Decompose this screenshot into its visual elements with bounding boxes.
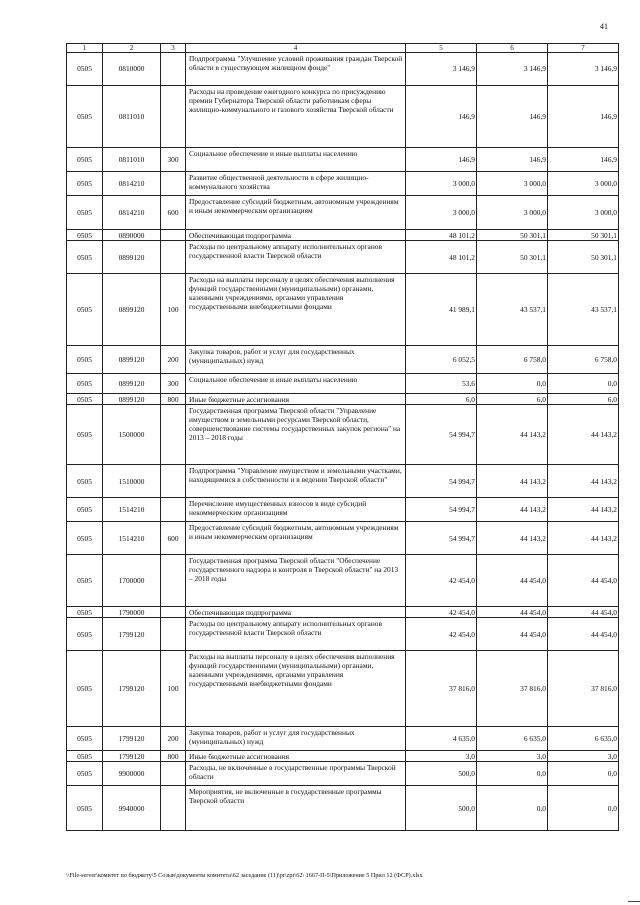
expense-type-cell: 200 (161, 346, 186, 374)
amount-col6-cell: 44 454,0 (477, 555, 548, 607)
expense-type-cell (161, 465, 186, 498)
expense-type-cell (161, 172, 186, 196)
section-code-cell: 0505 (67, 607, 103, 618)
item-name-cell: Расходы, не включенные в государственные программы Тверской области (186, 762, 406, 786)
section-code-cell: 0505 (67, 651, 103, 727)
expense-type-cell (161, 86, 186, 148)
amount-col5-cell: 146,9 (406, 86, 477, 148)
expense-type-cell (161, 762, 186, 786)
header-cell: 2 (103, 44, 161, 53)
expense-type-cell: 800 (161, 394, 186, 405)
table-row (67, 522, 619, 555)
amount-col7-cell: 146,9 (548, 86, 619, 148)
amount-col5-cell: 54 994,7 (406, 405, 477, 465)
target-article-cell: 1790000 (103, 607, 161, 618)
item-name-cell: Расходы на выплаты персоналу в целях обеспечения выполнения функций государственными (муниципальными) органами, казенными учреждениями, органами управления государственными внебюджетными фондами (186, 651, 406, 727)
target-article-cell: 0810000 (103, 53, 161, 86)
amount-col6-cell: 3 000,0 (477, 196, 548, 230)
amount-col6-cell: 3,0 (477, 751, 548, 762)
table-row (67, 86, 619, 148)
table-row (67, 196, 619, 230)
amount-col6-cell: 0,0 (477, 374, 548, 394)
amount-col6-cell: 50 301,1 (477, 230, 548, 241)
section-code-cell: 0505 (67, 762, 103, 786)
amount-col5-cell: 42 454,0 (406, 618, 477, 651)
item-name-cell: Предоставление субсидий бюджетным, автономным учреждениям и иным некоммерческим организациям (186, 196, 406, 230)
target-article-cell: 0899120 (103, 374, 161, 394)
amount-col6-cell: 44 454,0 (477, 618, 548, 651)
target-article-cell: 0899120 (103, 346, 161, 374)
table-row (67, 751, 619, 762)
item-name-cell: Обеспечивающая подпрограмма (186, 230, 406, 241)
table-row (67, 394, 619, 405)
amount-col7-cell: 3 146,9 (548, 53, 619, 86)
table-row (67, 274, 619, 346)
amount-col7-cell: 146,9 (548, 148, 619, 172)
target-article-cell: 1799120 (103, 727, 161, 751)
expense-type-cell (161, 607, 186, 618)
table-row (67, 405, 619, 465)
amount-col6-cell: 146,9 (477, 148, 548, 172)
item-name-cell: Расходы на выплаты персоналу в целях обеспечения выполнения функций государственными (муниципальными) органами, казенными учреждениями, органами управления государственными внебюджетными фондами (186, 274, 406, 346)
target-article-cell: 9900000 (103, 762, 161, 786)
item-name-cell: Расходы на проведение ежегодного конкурса по присуждению премии Губернатора Тверской области работникам сферы жилищно-коммунального и газового хозяйства Тверской области (186, 86, 406, 148)
amount-col7-cell: 44 143,2 (548, 498, 619, 522)
header-cell: 1 (67, 44, 103, 53)
target-article-cell: 1799120 (103, 651, 161, 727)
section-code-cell: 0505 (67, 465, 103, 498)
amount-col5-cell: 500,0 (406, 762, 477, 786)
item-name-cell: Иные бюджетные ассигнования (186, 394, 406, 405)
section-code-cell: 0505 (67, 618, 103, 651)
item-name-cell: Расходы по центральному аппарату исполнительных органов государственной власти Тверской области (186, 618, 406, 651)
amount-col5-cell: 4 635,0 (406, 727, 477, 751)
item-name-cell: Мероприятия, не включенные в государственные программы Тверской области (186, 786, 406, 831)
table-row (67, 172, 619, 196)
amount-col7-cell: 6 635,0 (548, 727, 619, 751)
section-code-cell: 0505 (67, 498, 103, 522)
file-path-footer: \\File-server\комитет по бюджету\5 Созыв\документы комитета\62 заседание (11)\pr\zpr\62\ 1667-П-5\Приложение 5 Прил 12 (ФСР).xlsx (66, 872, 423, 879)
target-article-cell: 1799120 (103, 751, 161, 762)
table-row (67, 762, 619, 786)
expense-type-cell: 600 (161, 196, 186, 230)
amount-col6-cell: 3 000,0 (477, 172, 548, 196)
amount-col7-cell: 44 143,2 (548, 465, 619, 498)
amount-col5-cell: 6 052,5 (406, 346, 477, 374)
amount-col5-cell: 54 994,7 (406, 498, 477, 522)
amount-col6-cell: 44 143,2 (477, 498, 548, 522)
target-article-cell: 1514210 (103, 498, 161, 522)
table-row (67, 346, 619, 374)
table-row (67, 786, 619, 831)
amount-col5-cell: 3 000,0 (406, 172, 477, 196)
item-name-cell: Развитие общественной деятельности в сфере жилищно-коммунального хозяйства (186, 172, 406, 196)
table-row (67, 555, 619, 607)
header-cell: 7 (548, 44, 619, 53)
amount-col5-cell: 42 454,0 (406, 607, 477, 618)
amount-col6-cell: 50 301,1 (477, 241, 548, 274)
table-row (67, 241, 619, 274)
target-article-cell: 0811010 (103, 86, 161, 148)
table-row (67, 148, 619, 172)
section-code-cell: 0505 (67, 346, 103, 374)
target-article-cell: 0814210 (103, 172, 161, 196)
amount-col7-cell: 37 816,0 (548, 651, 619, 727)
target-article-cell: 1799120 (103, 618, 161, 651)
expense-type-cell: 600 (161, 522, 186, 555)
expense-type-cell: 300 (161, 374, 186, 394)
header-cell: 6 (477, 44, 548, 53)
amount-col7-cell: 0,0 (548, 374, 619, 394)
amount-col6-cell: 43 537,1 (477, 274, 548, 346)
header-cell: 4 (186, 44, 406, 53)
amount-col6-cell: 44 454,0 (477, 607, 548, 618)
amount-col5-cell: 37 816,0 (406, 651, 477, 727)
item-name-cell: Закупка товаров, работ и услуг для государственных (муниципальных) нужд (186, 727, 406, 751)
scan-edge-mark (628, 901, 640, 902)
budget-table (66, 43, 619, 831)
amount-col5-cell: 53,6 (406, 374, 477, 394)
amount-col5-cell: 3 146,9 (406, 53, 477, 86)
target-article-cell: 1510000 (103, 465, 161, 498)
expense-type-cell (161, 498, 186, 522)
amount-col6-cell: 0,0 (477, 786, 548, 831)
amount-col5-cell: 54 994,7 (406, 522, 477, 555)
section-code-cell: 0505 (67, 786, 103, 831)
section-code-cell: 0505 (67, 274, 103, 346)
amount-col5-cell: 54 994,7 (406, 465, 477, 498)
table-row (67, 465, 619, 498)
amount-col7-cell: 50 301,1 (548, 230, 619, 241)
amount-col7-cell: 3,0 (548, 751, 619, 762)
item-name-cell: Перечисление имущественных взносов в виде субсидий некоммерческим организациям (186, 498, 406, 522)
item-name-cell: Закупка товаров, работ и услуг для государственных (муниципальных) нужд (186, 346, 406, 374)
section-code-cell: 0505 (67, 751, 103, 762)
header-row (67, 44, 619, 53)
amount-col5-cell: 48 101,2 (406, 230, 477, 241)
amount-col6-cell: 0,0 (477, 762, 548, 786)
amount-col6-cell: 37 816,0 (477, 651, 548, 727)
table-row (67, 651, 619, 727)
expense-type-cell (161, 405, 186, 465)
section-code-cell: 0505 (67, 727, 103, 751)
expense-type-cell (161, 230, 186, 241)
expense-type-cell: 800 (161, 751, 186, 762)
amount-col6-cell: 44 143,2 (477, 522, 548, 555)
amount-col7-cell: 3 000,0 (548, 172, 619, 196)
target-article-cell: 0899120 (103, 241, 161, 274)
section-code-cell: 0505 (67, 241, 103, 274)
expense-type-cell (161, 53, 186, 86)
section-code-cell: 0505 (67, 148, 103, 172)
table-row (67, 618, 619, 651)
table-row (67, 607, 619, 618)
table-row (67, 53, 619, 86)
expense-type-cell: 300 (161, 148, 186, 172)
target-article-cell: 1514210 (103, 522, 161, 555)
amount-col7-cell: 44 454,0 (548, 618, 619, 651)
expense-type-cell: 100 (161, 274, 186, 346)
amount-col5-cell: 42 454,0 (406, 555, 477, 607)
amount-col6-cell: 146,9 (477, 86, 548, 148)
amount-col5-cell: 6,0 (406, 394, 477, 405)
expense-type-cell: 200 (161, 727, 186, 751)
section-code-cell: 0505 (67, 53, 103, 86)
target-article-cell: 0899120 (103, 394, 161, 405)
amount-col6-cell: 6,0 (477, 394, 548, 405)
amount-col7-cell: 50 301,1 (548, 241, 619, 274)
target-article-cell: 0811010 (103, 148, 161, 172)
expense-type-cell (161, 555, 186, 607)
item-name-cell: Расходы по центральному аппарату исполнительных органов государственной власти Тверской области (186, 241, 406, 274)
item-name-cell: Подпрограмма "Управление имуществом и земельными участками, находящимися в собственности и в ведении Тверской области" (186, 465, 406, 498)
amount-col7-cell: 0,0 (548, 786, 619, 831)
item-name-cell: Государственная программа Тверской области "Обеспечение государственного надзора и контроля в Тверской области" на 2013 – 2018 годы (186, 555, 406, 607)
expense-type-cell (161, 241, 186, 274)
item-name-cell: Предоставление субсидий бюджетным, автономным учреждениям и иным некоммерческим организациям (186, 522, 406, 555)
amount-col5-cell: 41 989,1 (406, 274, 477, 346)
target-article-cell: 1700000 (103, 555, 161, 607)
amount-col7-cell: 3 000,0 (548, 196, 619, 230)
section-code-cell: 0505 (67, 172, 103, 196)
target-article-cell: 1500000 (103, 405, 161, 465)
section-code-cell: 0505 (67, 86, 103, 148)
section-code-cell: 0505 (67, 394, 103, 405)
item-name-cell: Подпрограмма "Улучшение условий проживания граждан Тверской области в существующем жилищном фонде" (186, 53, 406, 86)
amount-col5-cell: 500,0 (406, 786, 477, 831)
amount-col6-cell: 3 146,9 (477, 53, 548, 86)
section-code-cell: 0505 (67, 405, 103, 465)
section-code-cell: 0505 (67, 555, 103, 607)
amount-col7-cell: 43 537,1 (548, 274, 619, 346)
target-article-cell: 0899120 (103, 274, 161, 346)
expense-type-cell (161, 786, 186, 831)
amount-col5-cell: 3,0 (406, 751, 477, 762)
amount-col6-cell: 44 143,2 (477, 405, 548, 465)
item-name-cell: Государственная программа Тверской области "Управление имуществом и земельными ресурсами Тверской области, совершенствование системы государственных закупок региона" на 2013 – 2018 годы (186, 405, 406, 465)
table-row (67, 498, 619, 522)
header-cell: 5 (406, 44, 477, 53)
page-number: 41 (600, 22, 608, 31)
expense-type-cell: 100 (161, 651, 186, 727)
target-article-cell: 0814210 (103, 196, 161, 230)
amount-col7-cell: 44 143,2 (548, 522, 619, 555)
item-name-cell: Социальное обеспечение и иные выплаты населению (186, 374, 406, 394)
amount-col7-cell: 6,0 (548, 394, 619, 405)
item-name-cell: Обеспечивающая подпрограмма (186, 607, 406, 618)
amount-col7-cell: 6 758,0 (548, 346, 619, 374)
amount-col5-cell: 146,9 (406, 148, 477, 172)
amount-col5-cell: 3 000,0 (406, 196, 477, 230)
amount-col5-cell: 48 101,2 (406, 241, 477, 274)
amount-col7-cell: 0,0 (548, 762, 619, 786)
table-row (67, 727, 619, 751)
item-name-cell: Социальное обеспечение и иные выплаты населению (186, 148, 406, 172)
section-code-cell: 0505 (67, 522, 103, 555)
table-row (67, 230, 619, 241)
amount-col7-cell: 44 454,0 (548, 555, 619, 607)
amount-col7-cell: 44 143,2 (548, 405, 619, 465)
expense-type-cell (161, 618, 186, 651)
header-cell: 3 (161, 44, 186, 53)
amount-col6-cell: 44 143,2 (477, 465, 548, 498)
table-row (67, 374, 619, 394)
item-name-cell: Иные бюджетные ассигнования (186, 751, 406, 762)
target-article-cell: 9940000 (103, 786, 161, 831)
amount-col6-cell: 6 635,0 (477, 727, 548, 751)
section-code-cell: 0505 (67, 230, 103, 241)
amount-col7-cell: 44 454,0 (548, 607, 619, 618)
section-code-cell: 0505 (67, 196, 103, 230)
amount-col6-cell: 6 758,0 (477, 346, 548, 374)
section-code-cell: 0505 (67, 374, 103, 394)
target-article-cell: 0890000 (103, 230, 161, 241)
